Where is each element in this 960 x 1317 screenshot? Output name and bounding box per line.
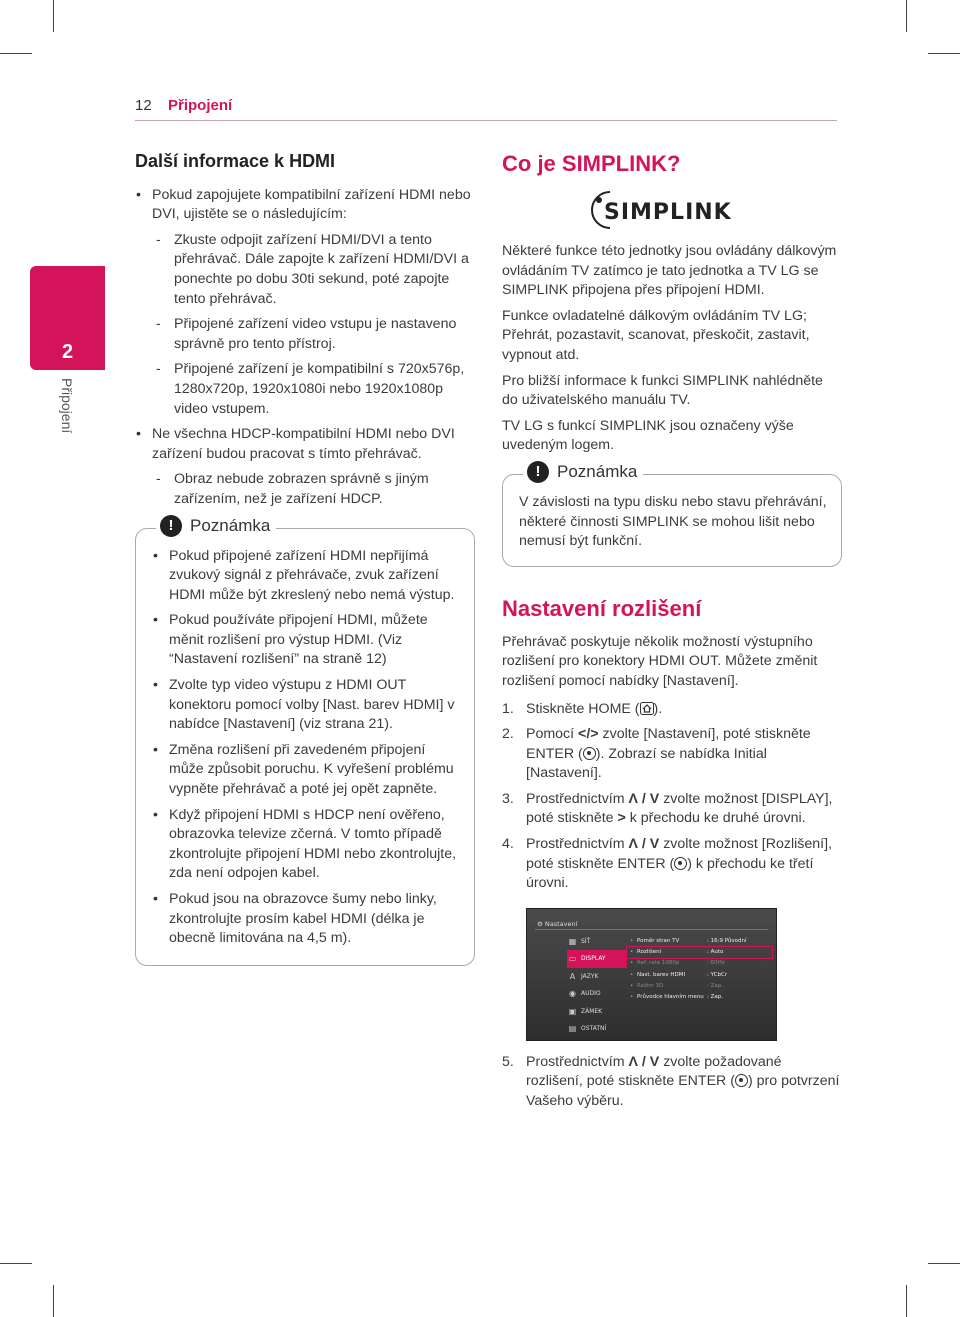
crop-mark <box>0 1263 32 1264</box>
list-item: - Obraz nebude zobrazen správně s jiným zařízením, než je zařízení HDCP. <box>152 470 475 509</box>
note-title: Poznámka <box>190 515 271 535</box>
exclamation-icon: ! <box>527 461 549 483</box>
crop-mark <box>53 0 54 32</box>
right-arrow-icon: > <box>617 810 626 827</box>
home-icon <box>640 701 654 717</box>
chapter-number: 2 <box>61 341 74 363</box>
menu-item-display: ▭ DISPLAY <box>567 950 627 968</box>
paragraph: Některé funkce této jednotky jsou ovládány dálkovým ovládáním TV zatímco je tato jednotka a TV LG se SIMPLINK připojena přes připojení HDMI. <box>502 243 837 299</box>
enter-icon <box>674 857 687 870</box>
list-item: 5. Prostřednictvím Λ / V zvolte požadované rozlišení, poté stiskněte ENTER ( ) pro potvrzení Vašeho výběru. <box>502 1053 840 1110</box>
simplink-logo <box>502 188 842 232</box>
network-icon: ▦ <box>568 936 577 946</box>
list-item: • Zvolte typ video výstupu z HDMI OUT konektoru pomocí volby [Nast. barev HDMI] v nabídce [Nastavení] (viz strana 21). <box>152 676 460 735</box>
note-box-simplink <box>502 462 842 567</box>
settings-menu-screenshot <box>526 908 777 1041</box>
note-title: Poznámka <box>557 462 638 482</box>
menu-row: • Ref. rate 1080p : 60Hz <box>630 960 725 967</box>
chapter-label: Připojení <box>59 378 75 434</box>
simplink-logo-text: SIMPLINK <box>603 200 732 225</box>
menu-item-network: ▦ SÍŤ <box>568 936 591 946</box>
header-divider <box>135 120 837 121</box>
menu-title: ⚙ Nastavení <box>537 919 578 928</box>
display-icon: ▭ <box>568 954 577 964</box>
menu-categories <box>567 933 627 1038</box>
list-item: 1. Stiskněte HOME ( ). <box>502 700 663 717</box>
note-text: V závislosti na typu disku nebo stavu přehrávání, některé činnosti SIMPLINK se mohou lišit nebo nemusí být funkční. <box>519 493 827 550</box>
lock-icon: ▣ <box>568 1006 577 1016</box>
list-item: - Připojené zařízení je kompatibilní s 720x576p, 1280x720p, 1920x1080i nebo 1920x1080p video vstupem. <box>152 360 475 419</box>
menu-row: • Nast. barev HDMI : YCbCr <box>630 971 728 978</box>
up-down-arrow-icon: Λ / V <box>628 790 660 807</box>
note-box <box>135 515 475 966</box>
list-item: 3. Prostřednictvím Λ / V zvolte možnost [DISPLAY], poté stiskněte > k přechodu ke druhé úrovni. <box>502 790 833 827</box>
list-item: - Připojené zařízení video vstupu je nastaveno správně pro tento přístroj. <box>152 315 475 354</box>
left-right-arrow-icon: </> <box>578 726 599 743</box>
menu-item-other: ▤ OSTATNÍ <box>568 1024 607 1034</box>
chapter-tab <box>30 266 105 370</box>
crop-mark <box>928 53 960 54</box>
crop-mark <box>0 53 32 54</box>
list-item: • Ne všechna HDCP-kompatibilní HDMI nebo DVI zařízení budou pracovat s tímto přehrávač. - Obraz nebude zobrazen správně s jiným zařízením, než je zařízení HDCP. <box>135 425 475 509</box>
simplink-logo-icon <box>590 188 755 232</box>
crop-mark <box>53 1285 54 1317</box>
menu-row-selected: • Rozlišení : Auto <box>627 947 772 958</box>
left-column <box>135 152 475 966</box>
enter-icon <box>583 747 596 760</box>
right-column <box>502 150 842 1118</box>
crop-mark <box>928 1263 960 1264</box>
menu-row: • Průvodce hlavním menu : Zap. <box>630 994 723 1001</box>
up-down-arrow-icon: Λ / V <box>628 836 660 853</box>
paragraph: Přehrávač poskytuje několik možností výstupního rozlišení pro konektory HDMI OUT. Můžete změnit rozlišení pomocí nabídky [Nastavení]. <box>502 633 818 689</box>
list-item: • Pokud připojené zařízení HDMI nepřijímá zvukový signál z přehrávače, zvuk zařízení HDMI může být zkreslený nebo nemá výstup. <box>152 547 460 606</box>
list-item: • Když připojení HDMI s HDCP není ověřeno, obrazovka televize zčerná. V tomto případě zkontrolujte připojení HDMI nebo zkontrolujte, zda není odpojen kabel. <box>152 806 460 884</box>
menu-row: • Režim 3D : Zap. <box>630 983 723 990</box>
list-item: - Zkuste odpojit zařízení HDMI/DVI a tento přehrávač. Dále zapojte k zařízení HDMI/DVI a ponechte po dobu 30ti sekund, poté zapojte tento přehrávač. <box>152 231 475 309</box>
language-icon: A <box>569 971 576 981</box>
steps-list-continued <box>502 1053 842 1112</box>
page-header-title: Připojení <box>168 97 233 114</box>
menu-item-audio: ◉ AUDIO <box>569 989 601 999</box>
menu-item-lock: ▣ ZÁMEK <box>568 1006 603 1016</box>
list-item: 4. Prostřednictvím Λ / V zvolte možnost [Rozlišení], poté stiskněte ENTER ( ) k přechodu ke třetí úrovni. <box>502 836 832 892</box>
list-item: • Změna rozlišení při zavedeném připojení může způsobit poruchu. K vyřešení problému vypněte přehrávač a poté jej opět zapněte. <box>152 741 460 800</box>
section-heading-resolution: Nastavení rozlišení <box>502 595 702 621</box>
section-heading-simplink: Co je SIMPLINK? <box>502 151 681 176</box>
list-item: 2. Pomocí </> zvolte [Nastavení], poté stiskněte ENTER ( ). Zobrazí se nabídka Initial [Nastavení]. <box>502 726 811 782</box>
paragraph: TV LG s funkcí SIMPLINK jsou označeny výše uvedeným logem. <box>502 417 794 454</box>
enter-icon <box>735 1074 748 1087</box>
list-item: • Pokud používáte připojení HDMI, můžete měnit rozlišení pro výstup HDMI. (Viz “Nastavení rozlišení” na straně 12) <box>152 611 460 670</box>
hdmi-bullets <box>135 186 475 510</box>
menu-item-language: A JAZYK <box>569 971 599 981</box>
note-header <box>156 515 276 537</box>
section-heading-hdmi: Další informace k HDMI <box>135 151 336 171</box>
note-header <box>523 461 643 483</box>
menu-options <box>627 936 772 1004</box>
exclamation-icon: ! <box>160 515 182 537</box>
paragraph: Funkce ovladatelné dálkovým ovládáním TV LG; Přehrát, pozastavit, scanovat, přeskočit, zastavit, vypnout atd. <box>502 307 810 363</box>
crop-mark <box>906 1285 907 1317</box>
crop-mark <box>906 0 907 32</box>
menu-row: • Poměr stran TV : 16:9 Původní <box>630 937 747 944</box>
other-icon: ▤ <box>568 1024 577 1034</box>
up-down-arrow-icon: Λ / V <box>628 1053 660 1070</box>
list-item: • Pokud zapojujete kompatibilní zařízení HDMI nebo DVI, ujistěte se o následujícím: - Zkuste odpojit zařízení HDMI/DVI a tento přehrávač. Dále zapojte k zařízení HDMI/DVI a ponechte po dobu 30ti sekund, poté zapojte tento přehrávač. - Připojené zařízení video vstupu je nastaveno správně pro tento přístroj. - Připojené zařízení je kompatibilní s 720x576p, 1280x720p, 1920x1080i nebo 1920x1080p video vstupem. <box>135 186 475 420</box>
steps-list <box>502 700 842 894</box>
audio-icon: ◉ <box>569 989 576 999</box>
paragraph: Pro bližší informace k funkci SIMPLINK nahlédněte do uživatelského manuálu TV. <box>502 372 823 409</box>
page-number: 12 <box>135 97 152 114</box>
list-item: • Pokud jsou na obrazovce šumy nebo linky, zkontrolujte prosím kabel HDMI (délka je obecně limitována na 4,5 m). <box>152 890 460 949</box>
